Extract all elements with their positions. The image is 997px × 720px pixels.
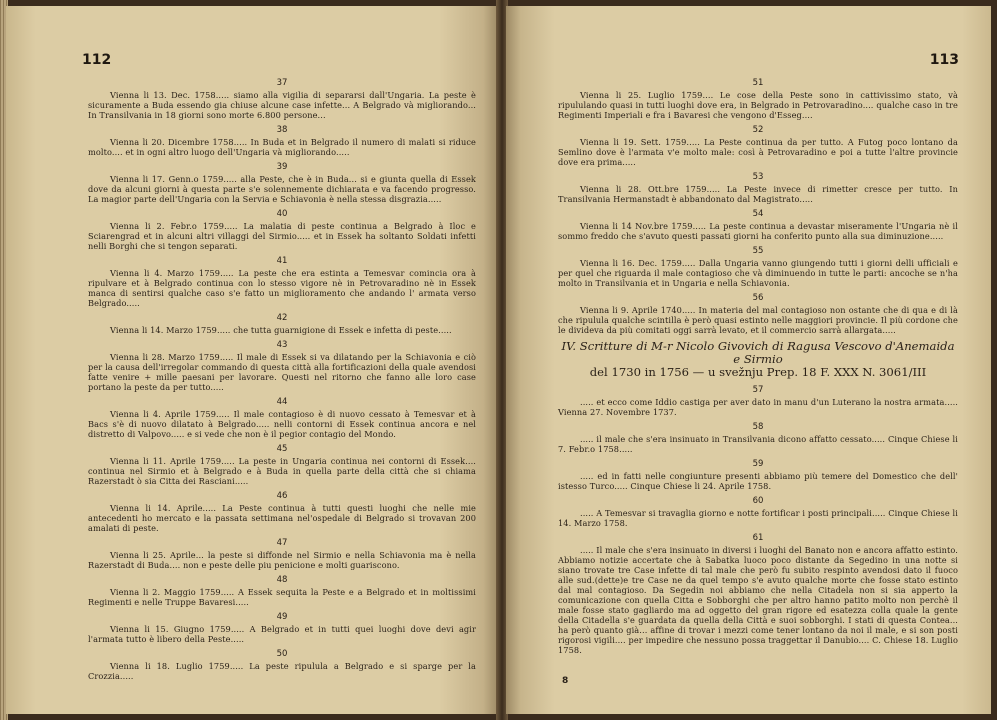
entry-text: Vienna li 2. Febr.o 1759..... La malatia di peste continua a Belgrado à Iloc e Sciarengrad et in alcuni altri villaggi del Sirmio..... et in Essek ha soltanto Soldati infetti nelli Borghi che si tengon separati. xyxy=(88,221,476,251)
right-page-number: 113 xyxy=(929,52,959,68)
letter-entry xyxy=(88,78,476,120)
entry-text: Vienna li 4. Aprile 1759..... Il male contagioso è di nuovo cessato à Temesvar et à Bacs s'è di nuovo dilatato à Belgrado..... nelli contorni di Essek continua ancora e nel distretto di Valpovo..... e si vede che non è il pegior contagio del Mondo. xyxy=(88,409,476,439)
signature-mark: 8 xyxy=(562,676,569,686)
letter-entry xyxy=(88,444,476,486)
right-page xyxy=(506,6,991,714)
entry-text: Vienna li 17. Genn.o 1759..... alla Peste, che è in Buda... si e giunta quella di Essek dove da alcuni giorni à questa parte s'e solennemente dichiarata e va facendo progresso. La magior parte dell'Ungaria con la Servia e Schiavonia è nella stessa disgrazia..... xyxy=(88,174,476,204)
letter-entry xyxy=(88,649,476,681)
section-heading-line2: del 1730 in 1756 — u svežnju Prep. 18 F. XXX N. 3061/III xyxy=(589,365,927,379)
left-page-content xyxy=(88,78,476,686)
entry-text: Vienna li 14. Aprile..... La Peste continua à tutti questi luoghi che nelle mie antecedenti ho mercato e la passata settimana nel'ospedale di Belgrado si trovavan 200 amalati di peste. xyxy=(88,503,476,533)
section-heading-line1: IV. Scritture di M-r Nicolo Givovich di Ragusa Vescovo d'Anemaida e Sirmio xyxy=(561,339,955,366)
entry-text: Vienna li 4. Marzo 1759..... La peste che era estinta a Temesvar comincia ora à ripulvare et à Belgrado continua con lo stesso vigore nè in Petrovaradino nè in Essek manca di sentirsi qualche caso s'e fatto un miglioramento che andando l' armata verso Belgrado..... xyxy=(88,268,476,308)
entry-number: 51 xyxy=(752,78,764,88)
entry-number: 40 xyxy=(276,209,288,219)
entry-text: Vienna li 18. Luglio 1759..... La peste ripulula a Belgrado e si sparge per la Crozzia..... xyxy=(88,661,476,681)
right-page-content xyxy=(558,78,958,660)
entry-number: 47 xyxy=(276,538,288,548)
letter-entry xyxy=(558,172,958,204)
letter-entry xyxy=(558,533,958,655)
letter-entry xyxy=(88,491,476,533)
letter-entry xyxy=(558,385,958,417)
entry-text: Vienna li 28. Marzo 1759..... Il male di Essek si va dilatando per la Schiavonia e ciò per la causa dell'irregolar commando di questa città alla fortificazioni della quale avendosi fatte venire + mille paesani per lavorare. Questi nel ritorno che fanno alle loro case portano la peste da per tutto..... xyxy=(88,352,476,392)
entry-text: Vienna li 25. Aprile... la peste si diffonde nel Sirmio e nella Schiavonia ma è nella Razerstadt di Buda.... non e peste delle piu penicione e molti guariscono. xyxy=(88,550,476,570)
entry-number: 57 xyxy=(752,385,764,395)
entry-text: Vienna li 2. Maggio 1759..... A Essek sequita la Peste e a Belgrado et in moltissimi Regimenti e nelle Truppe Bavaresi..... xyxy=(88,587,476,607)
letter-entry xyxy=(88,575,476,607)
entry-text: ..... et ecco come Iddio castiga per aver dato in manu d'un Luterano la nostra armata..... Vienna 27. Novembre 1737. xyxy=(558,397,958,417)
entry-text: Vienna li 11. Aprile 1759..... La peste in Ungaria continua nei contorni di Essek.... continua nel Sirmio et à Belgrado e à Buda in quella parte della città che si chiama Razerstadt ò sia Citta dei Rasciani..... xyxy=(88,456,476,486)
letter-entry xyxy=(558,496,958,528)
letter-entry xyxy=(88,209,476,251)
entry-number: 59 xyxy=(752,459,764,469)
entry-text: ..... Il male che s'era insinuato in diversi i luoghi del Banato non e ancora affatto estinto. Abbiamo notizie accertate che à Sabatka luoco poco distante da Segedino in una notte si siano trovate tre Case infette di tal male che però fu subito respinto avendosi dato il fuoco alle sud.(dette)e tre Case ne da quel tempo s'e avuto qualche morte che fosse stato estinto dal mal contagioso. Da Segedin noi abbiamo che nella Citadela non si sia apperto la comunicazione con quella Citta e Sobborghi che per altro hanno patito molto non perchè il male fosse stato gagliardo ma ad oggetto del gran rigore ed esatezza colla quale la gente della Citadella s'e guardata da quella della Città e suoi sobborghi. I stati di questa Contea... ha però quanto già... affine di trovar i mezzi come tener lontano da noi il male, e si son posti rigorosi vigili.... per impedire che nessuno possa traggettar il Danubio.... C. Chiese 18. Luglio 1758. xyxy=(558,545,958,655)
letter-entry xyxy=(88,125,476,157)
letter-entry xyxy=(558,459,958,491)
letter-entry xyxy=(88,397,476,439)
letter-entry xyxy=(88,340,476,392)
entry-text: Vienna li 9. Aprile 1740..... In materia del mal contagioso non ostante che di qua e di là che ripulula qualche scintilla è però quasi estinto nelle maggiori provincie. Il più cordone che le divideva da più comitati oggi sarrà levato, et il commercio sarrà allargata..... xyxy=(558,305,958,335)
entry-number: 56 xyxy=(752,293,764,303)
entry-text: Vienna li 20. Dicembre 1758..... In Buda et in Belgrado il numero di malati si riduce molto.... et in ogni altro luogo dell'Ungaria và migliorando..... xyxy=(88,137,476,157)
entry-text: Vienna li 16. Dec. 1759..... Dalla Ungaria vanno giungendo tutti i giorni delli ufficiali e per quel che riguarda il male contagioso che và diminuendo in tutte le parti: ancoche se n'ha molto in Transilvania et in Ungaria e nella Schiavonia. xyxy=(558,258,958,288)
left-page-number: 112 xyxy=(82,52,112,68)
entry-number: 46 xyxy=(276,491,288,501)
entry-number: 49 xyxy=(276,612,288,622)
entry-text: Vienna li 14. Marzo 1759..... che tutta guarnigione di Essek e infetta di peste..... xyxy=(110,325,452,335)
entry-number: 55 xyxy=(752,246,764,256)
entry-number: 37 xyxy=(276,78,288,88)
letter-entry xyxy=(558,125,958,167)
letter-entry xyxy=(558,422,958,454)
entry-text: Vienna li 19. Sett. 1759..... La Peste continua da per tutto. A Futog poco lontano da Semlino dove è l'armata v'e molto male: così à Petrovaradino e poi a tutte l'altre provincie dove era prima..... xyxy=(558,137,958,167)
entry-number: 58 xyxy=(752,422,764,432)
letter-entry xyxy=(88,538,476,570)
entry-number: 38 xyxy=(276,125,288,135)
entry-number: 53 xyxy=(752,172,764,182)
letter-entry xyxy=(88,256,476,308)
entry-number: 45 xyxy=(276,444,288,454)
entry-number: 54 xyxy=(752,209,764,219)
letter-entry xyxy=(558,209,958,241)
entry-number: 61 xyxy=(752,533,764,543)
entry-number: 50 xyxy=(276,649,288,659)
entry-text: Vienna li 28. Ott.bre 1759..... La Peste invece di rimetter cresce per tutto. In Transilvania Hermanstadt è abbandonato dal Magistrato..... xyxy=(558,184,958,204)
entry-number: 48 xyxy=(276,575,288,585)
letter-entry xyxy=(558,246,958,288)
section-heading xyxy=(558,340,958,379)
entry-text: Vienna li 14 Nov.bre 1759..... La peste continua a devastar miseramente l'Ungaria nè il sommo freddo che s'avuto questi passati giorni ha conferito punto alla sua diminuzione..... xyxy=(558,221,958,241)
letter-entry xyxy=(558,78,958,120)
letter-entry xyxy=(88,162,476,204)
entry-number: 41 xyxy=(276,256,288,266)
left-page xyxy=(6,6,498,714)
entry-text: ..... ed in fatti nelle congiunture presenti abbiamo più temere del Domestico che dell' istesso Turco..... Cinque Chiese li 24. Aprile 1758. xyxy=(558,471,958,491)
letter-entry xyxy=(558,293,958,335)
entry-text: ..... A Temesvar si travaglia giorno e notte fortificar i posti principali..... Cinque Chiese li 14. Marzo 1758. xyxy=(558,508,958,528)
entry-text: Vienna li 15. Giugno 1759..... A Belgrado et in tutti quei luoghi dove devi agir l'armata tutto è libero della Peste..... xyxy=(88,624,476,644)
entry-number: 52 xyxy=(752,125,764,135)
letter-entry xyxy=(88,612,476,644)
entry-text: Vienna li 13. Dec. 1758..... siamo alla vigilia di separarsi dall'Ungaria. La peste è sicuramente a Buda essendo gia chiuse alcune case infette... A Belgrado và migliorando... In Transilvania in 18 giorni sono morte 6.800 persone... xyxy=(88,90,476,120)
entry-number: 39 xyxy=(276,162,288,172)
entry-text: Vienna li 25. Luglio 1759.... Le cose della Peste sono in cattivissimo stato, và ripululando quasi in tutti luoghi dove era, in Belgrado in Petrovaradino.... qualche caso in tre Regimenti Imperiali e fra i Bavaresi che vengono d'Esseg.... xyxy=(558,90,958,120)
entry-number: 60 xyxy=(752,496,764,506)
entry-text: ..... il male che s'era insinuato in Transilvania dicono affatto cessato..... Cinque Chiese li 7. Febr.o 1758..... xyxy=(558,434,958,454)
letter-entry xyxy=(88,313,476,335)
entry-number: 44 xyxy=(276,397,288,407)
entry-number: 43 xyxy=(276,340,288,350)
entry-number: 42 xyxy=(276,313,288,323)
